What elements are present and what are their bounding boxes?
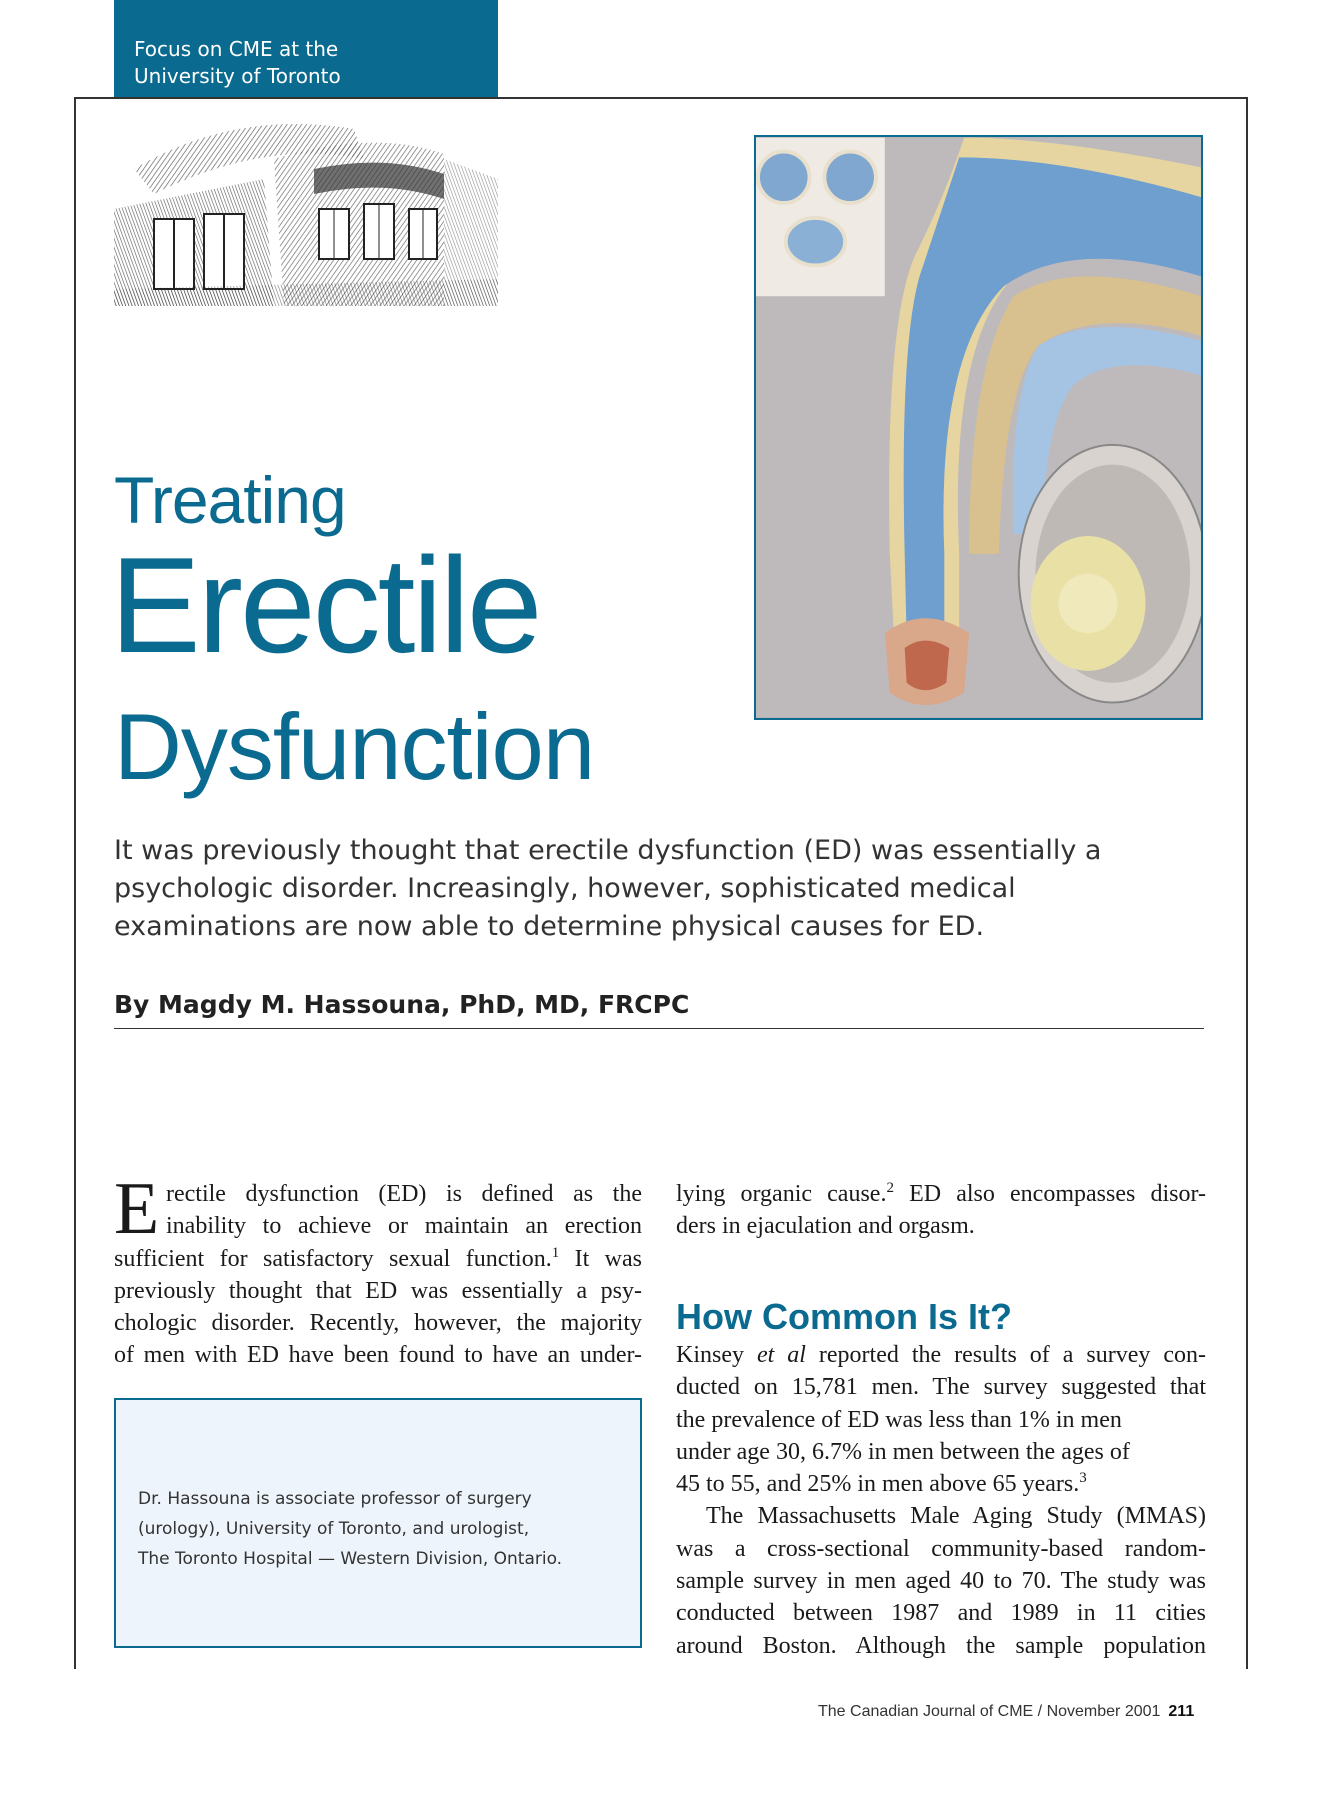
- body-line: of men with ED have been found to have an under-: [114, 1342, 642, 1369]
- anatomical-illustration: [754, 135, 1203, 720]
- body-line: previously thought that ED was essentially a psy-: [114, 1277, 642, 1304]
- page-footer: [818, 1703, 1194, 1721]
- deck-line: It was previously thought that erectile dysfunction (ED) was essentially a: [114, 835, 1102, 866]
- deck-line: examinations are now able to determine physical causes for ED.: [114, 911, 985, 942]
- body-line: ders in ejaculation and orgasm.: [676, 1213, 975, 1240]
- section-heading: How Common Is It?: [676, 1296, 1012, 1337]
- body-line: under age 30, 6.7% in men between the ages of: [676, 1438, 1130, 1465]
- body-column-right-top: [676, 1178, 1206, 1243]
- page-number: 211: [1168, 1703, 1195, 1720]
- reference-marker: 3: [1079, 1470, 1087, 1487]
- body-line: lying organic cause.$^2$ ED also encompasses disor-: [676, 1180, 1206, 1207]
- reference-marker: 2: [886, 1180, 894, 1196]
- author-byline: By Magdy M. Hassouna, PhD, MD, FRCPC: [114, 988, 1204, 1029]
- body-column-right: [676, 1339, 1206, 1662]
- body-column-left: [114, 1178, 642, 1372]
- body-line: inability to achieve or maintain an erection: [166, 1213, 642, 1240]
- body-line: conducted between 1987 and 1989 in 11 cities: [676, 1600, 1206, 1627]
- drop-cap: E: [114, 1168, 160, 1250]
- body-line: the prevalence of ED was less than 1% in men: [676, 1406, 1122, 1433]
- reference-marker: 1: [551, 1244, 560, 1261]
- university-building-illustration: [114, 99, 498, 306]
- body-line: 45 to 55, and 25% in men above 65 years.$^3$: [676, 1470, 1087, 1498]
- journal-citation: The Canadian Journal of CME / November 2001: [818, 1703, 1161, 1720]
- body-line: The Massachusetts Male Aging Study (MMAS): [706, 1503, 1206, 1530]
- body-line: chologic disorder. Recently, however, the majority: [114, 1310, 642, 1337]
- affiliation-line: The Toronto Hospital — Western Division, Ontario.: [138, 1549, 563, 1569]
- title-line-3: Dysfunction: [114, 694, 595, 799]
- body-line: Kinsey et al reported the results of a survey con-: [676, 1342, 1206, 1368]
- body-line: was a cross-sectional community-based random-: [676, 1535, 1206, 1562]
- title-line-1: Treating: [114, 463, 346, 537]
- deck-line: psychologic disorder. Increasingly, however, sophisticated medical: [114, 873, 1016, 904]
- frame-left-rule: [74, 97, 76, 1669]
- header-line-1: Focus on CME at the: [134, 37, 339, 61]
- body-line: sample survey in men aged 40 to 70. The study was: [676, 1568, 1206, 1595]
- frame-right-rule: [1246, 97, 1248, 1669]
- section-header-tab: [114, 0, 498, 98]
- affiliation-line: Dr. Hassouna is associate professor of surgery: [138, 1489, 532, 1509]
- body-line: rectile dysfunction (ED) is defined as the: [166, 1181, 642, 1207]
- body-line: ducted on 15,781 men. The survey suggested that: [676, 1374, 1206, 1401]
- body-line: sufficient for satisfactory sexual function.$^1$ It was: [114, 1244, 643, 1272]
- affiliation-line: (urology), University of Toronto, and urologist,: [138, 1519, 530, 1539]
- header-line-2: University of Toronto: [134, 64, 341, 88]
- article-deck: [114, 832, 1214, 946]
- title-line-2: Erectile: [110, 529, 540, 681]
- author-affiliation-box: [114, 1398, 642, 1648]
- body-line: around Boston. Although the sample population: [676, 1632, 1206, 1659]
